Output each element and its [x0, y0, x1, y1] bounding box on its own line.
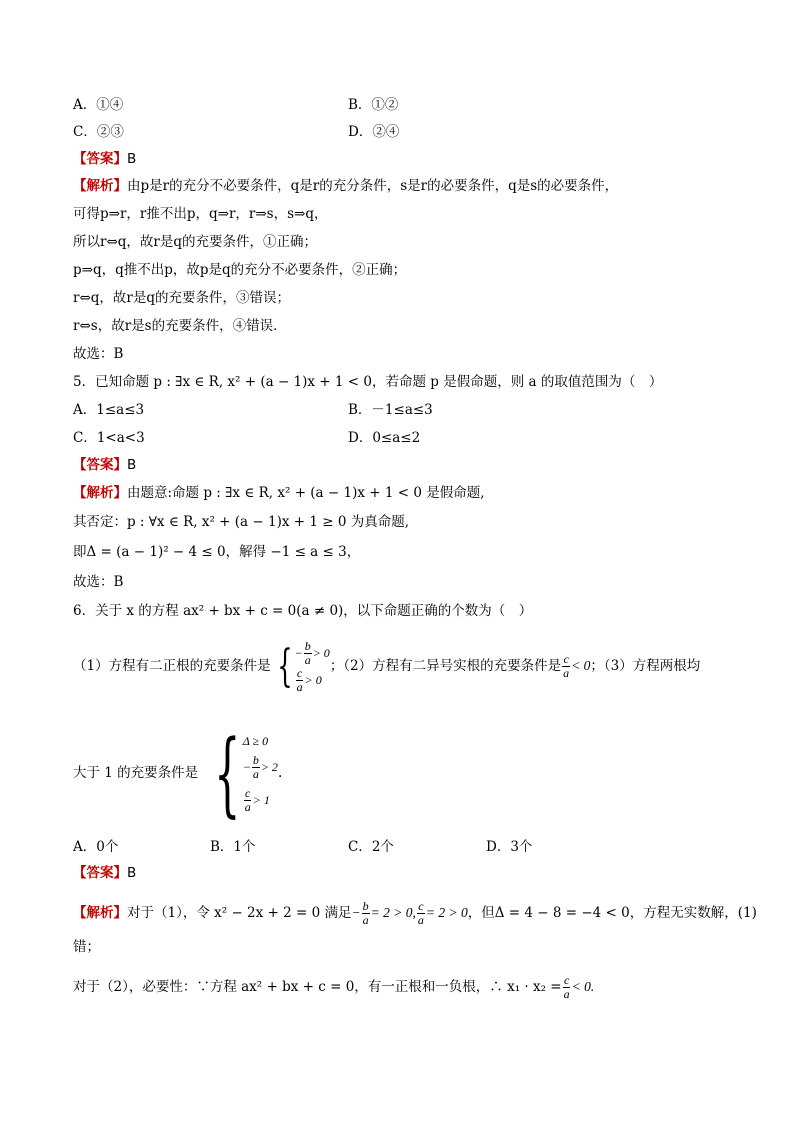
q4-conclusion: 故选：B [73, 346, 124, 362]
q6-option-b: B．1个 [210, 839, 256, 855]
q4-analysis-line-1 [73, 177, 618, 195]
analysis-tag: 【解析】 [73, 905, 127, 921]
q6-option-d: D．3个 [486, 839, 533, 855]
q5-answer [73, 456, 136, 474]
q6-system-1: { − $\frac{b}{a}$ > 0 $\frac{c}{a}$ > 0 [276, 638, 330, 694]
q6-option-a: A．0个 [73, 839, 119, 855]
q6-part2-text: ；（2）方程有二异号实根的充要条件是 [329, 658, 562, 674]
q5-analysis-line-2: 其否定：p : ∀x ∈ R, x² + (a − 1)x + 1 ≥ 0 为真命题, [73, 514, 410, 530]
q5-analysis-line-3: 即Δ = (a − 1)² − 4 ≤ 0，解得 −1 ≤ a ≤ 3， [73, 544, 361, 560]
analysis-tag: 【解析】 [73, 178, 127, 194]
analysis-text: 由p是r的充分不必要条件，q是r的充分条件，s是r的必要条件，q是s的必要条件， [127, 178, 619, 194]
q5-option-a: A．1≤a≤3 [73, 402, 145, 418]
q5-analysis-line-1 [73, 484, 485, 502]
q4-option-c: C．②③ [73, 124, 124, 140]
analysis-text: 由题意:命题 p : ∃x ∈ R, x² + (a − 1)x + 1 < 0 是假命题, [127, 485, 485, 501]
answer-tag: 【答案】 [73, 151, 127, 167]
q6-stem: 6．关于 x 的方程 ax² + bx + c = 0(a ≠ 0)，以下命题正确的个数为（ ） [73, 603, 533, 619]
q6-part4-text: 大于 1 的充要条件是 [73, 765, 199, 781]
q4-option-a: A．①④ [73, 97, 124, 113]
analysis-tag: 【解析】 [73, 485, 127, 501]
q6-option-c: C．2个 [348, 839, 394, 855]
q5-conclusion: 故选：B [73, 574, 124, 590]
q4-analysis-line-2: 可得p⇒r，r推不出p，q⇒r，r⇒s，s⇒q， [73, 206, 328, 222]
q4-analysis-line-5: r⇔q，故r是q的充要条件，③错误； [73, 290, 291, 306]
q6-system-2: { Δ ≥ 0 − $\frac{b}{a}$ > 2 $\frac{c}{a}$ > 1 [214, 719, 278, 827]
q6-analysis-line-1-end: 错； [73, 939, 100, 955]
answer-value: B [127, 865, 137, 881]
q6-answer [73, 864, 136, 882]
left-brace: { [276, 640, 293, 692]
q4-analysis-line-6: r⇔s，故r是s的充要条件，④错误． [73, 318, 287, 334]
q6-fraction-c-over-a: $\frac{c}{a}$ [563, 652, 570, 680]
q5-stem: 5．已知命题 p : ∃x ∈ R, x² + (a − 1)x + 1 < 0，若命题 p 是假命题，则 a 的取值范围为（ ） [73, 374, 663, 390]
q6-conditions-line-2: 大于 1 的充要条件是 { Δ ≥ 0 − $\frac{b}{a}$ > 2 $\frac{c}{a}$ > 1 . [73, 719, 283, 827]
analysis-text-b: ，但Δ = 4 − 8 = −4 < 0，方程无实数解，(1) [467, 905, 757, 921]
q6-conditions-line-1: （1）方程有二正根的充要条件是 { − $\frac{b}{a}$ > 0 $\frac{c}{a}$ > 0 ；（2）方程有二异号实根的充要条件是 $\frac{c}{a}$ < 0；（3）方程两根均 [73, 638, 701, 694]
q4-option-b: B．①② [348, 97, 399, 113]
answer-tag: 【答案】 [73, 865, 127, 881]
q6-part1-text: （1）方程有二正根的充要条件是 [73, 658, 271, 674]
q4-analysis-line-4: p⇒q，q推不出p，故p是q的充分不必要条件，②正确； [73, 262, 407, 278]
left-brace: { [214, 719, 241, 827]
answer-value: B [127, 457, 137, 473]
q4-option-d: D．②④ [348, 124, 400, 140]
q6-part3-text: ；（3）方程两根均 [590, 658, 701, 674]
q5-option-b: B．－1≤a≤3 [348, 402, 433, 418]
analysis-text: 对于（2），必要性：∵方程 ax² + bx + c = 0，有一正根和一负根，∴ x₁ · x₂ = [73, 979, 562, 995]
q5-option-d: D．0≤a≤2 [348, 430, 421, 446]
analysis-text-a: 对于（1），令 x² − 2x + 2 = 0 满足 [127, 905, 352, 921]
answer-tag: 【答案】 [73, 457, 127, 473]
q6-analysis-line-2: 对于（2），必要性：∵方程 ax² + bx + c = 0，有一正根和一负根，∴ x₁ · x₂ = $\frac{c}{a}$ < 0. [73, 973, 595, 1001]
q5-option-c: C．1<a<3 [73, 430, 145, 446]
q4-analysis-line-3: 所以r⇔q，故r是q的充要条件，①正确； [73, 234, 318, 250]
answer-value: B [127, 151, 137, 167]
q4-answer [73, 150, 136, 168]
q6-analysis-line-1: 【解析】对于（1），令 x² − 2x + 2 = 0 满足− $\frac{b}{a}$ = 2 > 0, $\frac{c}{a}$ = 2 > 0，但Δ = 4 − 8 = −4 < 0，方程无实数解，(1) [73, 899, 757, 927]
